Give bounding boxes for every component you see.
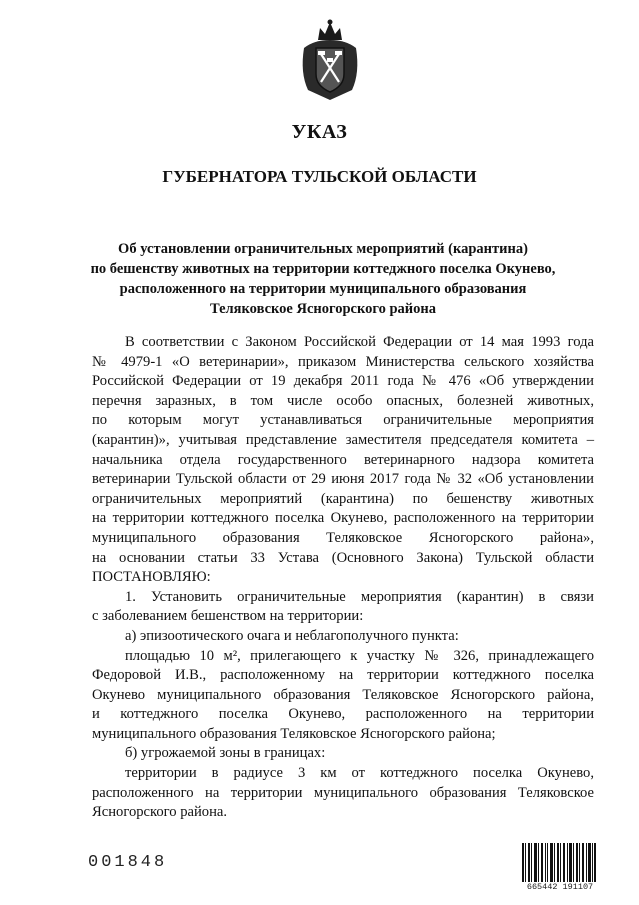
decree-body: [92, 333, 594, 823]
body-line: расположенного на территории муниципального образования Теляковское: [92, 784, 594, 801]
body-line: Федоровой И.В., расположенному на территории коттеджного поселка: [92, 667, 594, 684]
subject-line: расположенного на территории муниципального образования: [119, 281, 527, 297]
body-line: ограничительных мероприятий (карантина) по бешенству животных: [92, 490, 594, 507]
body-line: территории в радиусе 3 км от коттеджного поселка Окунево,: [125, 765, 594, 782]
barcode-bars: [522, 843, 596, 883]
body-line: а) эпизоотического очага и неблагополучного пункта:: [125, 627, 459, 644]
decree-subject: [78, 239, 568, 319]
body-line: и коттеджного поселка Окунево, расположенного на территории: [92, 706, 594, 723]
serial-number: 001848: [88, 853, 168, 872]
body-line: начальника отдела государственного ветеринарного надзора комитета: [92, 451, 594, 468]
body-line: Российской Федерации от 19 декабря 2011 года № 476 «Об утверждении: [92, 373, 594, 390]
tula-coat-of-arms-icon: [298, 18, 362, 102]
decree-title: УКАЗ: [291, 121, 348, 143]
issuer-title: ГУБЕРНАТОРА ТУЛЬСКОЙ ОБЛАСТИ: [162, 167, 477, 186]
body-line: на основании статьи 33 Устава (Основного Закона) Тульской области: [92, 549, 594, 566]
body-line: ПОСТАНОВЛЯЮ:: [92, 569, 211, 586]
subject-line: по бешенству животных на территории коттеджного поселка Окунево,: [90, 261, 556, 277]
body-line: (карантин)», учитывая представление заместителя председателя комитета –: [92, 431, 594, 448]
body-line: перечня заразных, в том числе особо опасных, болезней животных,: [92, 392, 594, 409]
body-line: муниципального образования Теляковское Ясногорского района;: [92, 725, 496, 742]
body-line: В соответствии с Законом Российской Федерации от 14 мая 1993 года: [125, 334, 594, 350]
body-line: Ясногорского района.: [92, 804, 228, 821]
body-line: по которым могут устанавливаться ограничительные мероприятия: [92, 412, 594, 429]
subject-line: Теляковское Ясногорского района: [209, 301, 437, 317]
body-line: Окунево муниципального образования Теляковское Ясногорского района,: [92, 686, 594, 703]
body-line: с заболеванием бешенством на территории:: [92, 608, 364, 625]
body-line: муниципального образования Теляковское Ясногорского района»,: [92, 529, 594, 546]
barcode-number: 665442 191107: [520, 882, 600, 892]
body-line: на территории коттеджного поселка Окунево, расположенного на территории: [92, 510, 594, 527]
body-line: площадью 10 м², прилегающего к участку № 326, принадлежащего: [125, 647, 594, 664]
body-line: № 4979-1 «О ветеринарии», приказом Министерства сельского хозяйства: [92, 353, 594, 370]
body-line: ветеринарии Тульской области от 29 июня 2017 года № 32 «Об установлении: [92, 471, 594, 488]
body-line: б) угрожаемой зоны в границах:: [125, 745, 326, 762]
body-line: 1. Установить ограничительные мероприятия (карантин) в связи: [125, 588, 594, 605]
subject-line: Об установлении ограничительных мероприятий (карантина): [118, 241, 528, 257]
